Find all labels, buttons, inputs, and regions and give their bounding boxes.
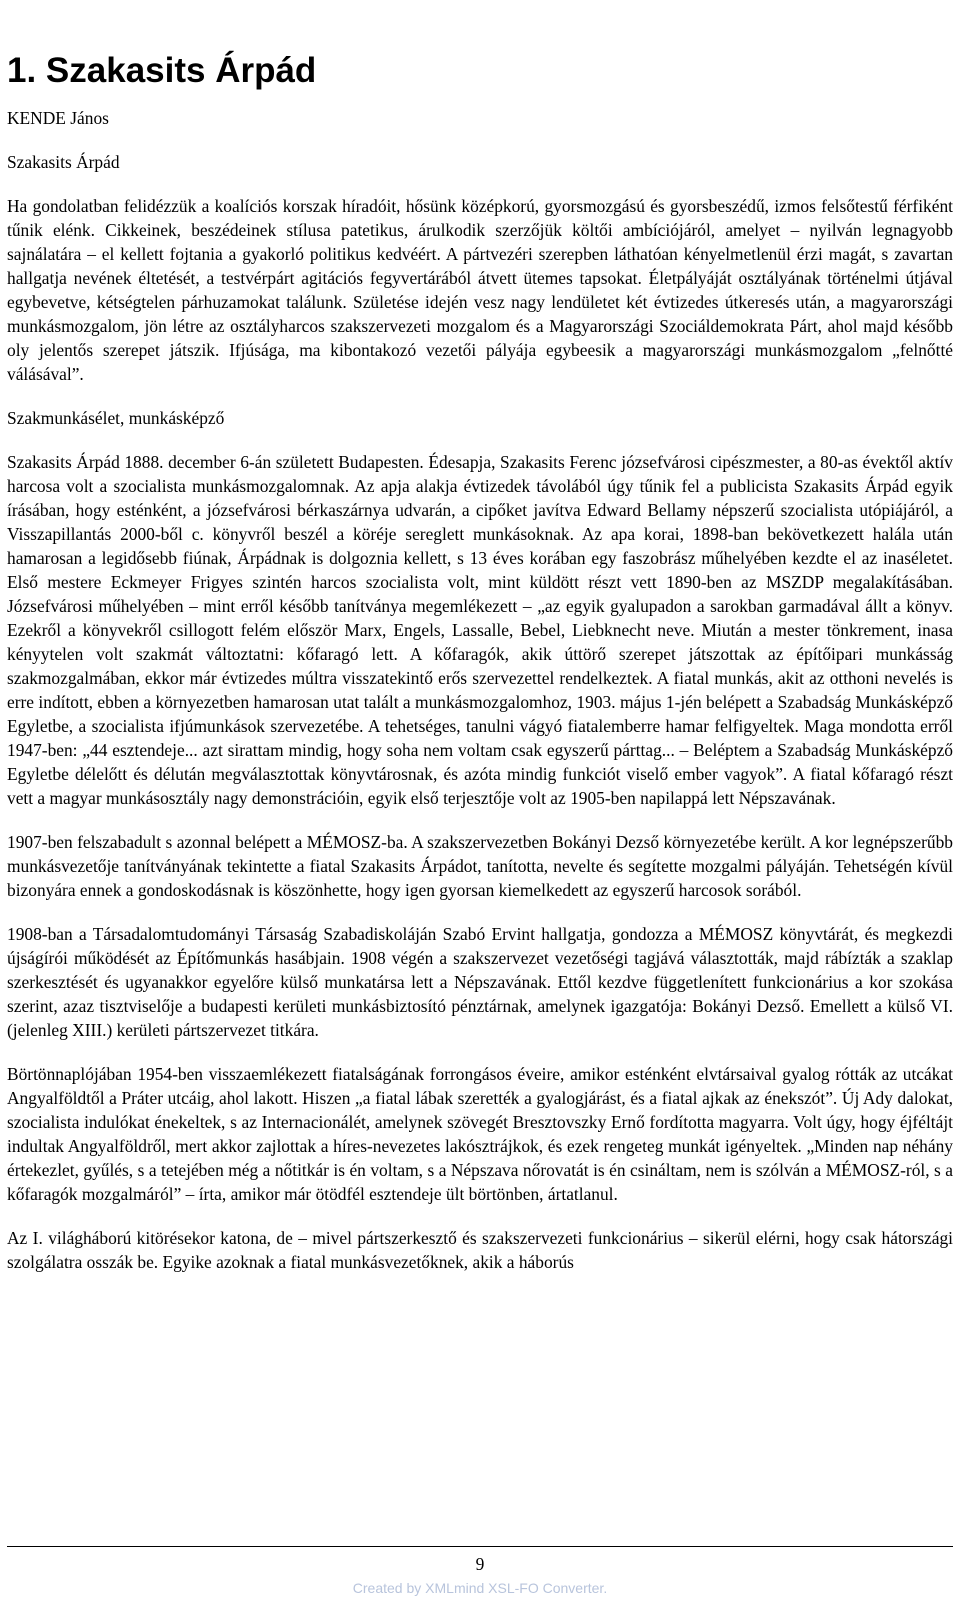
paragraph-4: 1908-ban a Társadalomtudományi Társaság Szabadiskoláján Szabó Ervint hallgatja, gondozza a MÉMOSZ könyvtárát, és megkezdi újságírói működését az Építőmunkás hasábjain. 1908 végén a szakszervezet vezetőségi tagjává választották, majd rábízták a szaklap szerkesztését és ugyanakkor egyelőre külső munkatársa lett a Népszavának. Ettől kezdve függetlenített funkcionárius a kor szokása szerint, azaz tisztviselője a budapesti kerületi munkásbiztosító pénztárnak, amelynek igazgatója: Bokányi Dezső. Emellett a külső VI. (jelenleg XIII.) kerületi pártszervezet titkára. — [7, 924, 953, 1040]
paragraph-2: Szakasits Árpád 1888. december 6-án született Budapesten. Édesapja, Szakasits Ferenc józsefvárosi cipészmester, a 80-as évektől aktív harcosa volt a szocialista munkásmozgalomnak. Az apja alakja évtizedek távolából úgy tűnik fel a publicista Szakasits Árpád egyik írásában, hogy esténként, a józsefvárosi bérkaszárnya udvarán, a cipőket javítva Edward Bellamy népszerű szocialista utópiájáról, a Visszapillantás 2000-ből c. könyvről beszél a köréje sereglett munkásoknak. Az apa korai, 1898-ban bekövetkezett halála után hamarosan a legidősebb fiúnak, Árpádnak is dolgoznia kellett, s 13 éves korában egy faszobrász műhelyében kezdte el az inaséletet. Első mestere Eckmeyer Frigyes szintén harcos szocialista volt, mint küldött részt vett 1890-ben az MSZDP megalakításában. Józsefvárosi műhelyében – mint erről később tanítványa megemlékezett – „az egyik gyalupadon a sarokban garmadával állt a könyv. Ezekről a könyvekről csillogott felém először Marx, Engels, Lassalle, Bebel, Liebknecht neve. Miután a mester tönkrement, inasa kényytelen volt szakmát változtatni: kőfaragó lett. A kőfaragók, akik úttörő szerepet játszottak az építőipari munkásság szakmozgalmában, ekkor már évtizedes múltra visszatekintő erős szervezettel rendelkeztek. A fiatal munkás, akit az otthoni nevelés is erre indított, ebben a környezetben hamarosan utat talált a munkásmozgalomhoz, 1903. május 1-jén belépett a Szabadság Munkásképző Egyletbe, a szocialista ifjúmunkások szervezetébe. A tehetséges, tanulni vágyó fiatalemberre hamar felfigyeltek. Maga mondotta erről 1947-ben: „44 esztendeje... azt sirattam mindig, hogy soha nem voltam csak egyszerű párttag... – Beléptem a Szabadság Munkásképző Egyletbe délelőtt és délután megválasztottak könyvtárosnak, és azóta mindig funkciót viselő ember vagyok”. A fiatal kőfaragó részt vett a magyar munkásosztály nagy demonstrációin, egyik első terjesztője volt az 1905-ben napilappá lett Népszavának. — [7, 452, 953, 808]
paragraph-3: 1907-ben felszabadult s azonnal belépett a MÉMOSZ-ba. A szakszervezetben Bokányi Dezső környezetébe került. A kor legnépszerűbb munkásvezetője tanítványának tekintette a fiatal Szakasits Árpádot, tanította, nevelte és segítette mozgalmi pályáján. Tehetségén kívül bizonyára ennek a gondoskodásnak is köszönhette, hogy igen gyorsan kiemelkedett az egyszerű harcosok sorából. — [7, 832, 953, 900]
paragraph-1: Ha gondolatban felidézzük a koalíciós korszak híradóit, hősünk középkorú, gyorsmozgású és gyorsbeszédű, izmos felsőtestű férfiként tűnik elénk. Cikkeinek, beszédeinek stílusa patetikus, árulkodik szerzőjük költői ambíciójáról, amelyet – nyilván legnagyobb sajnálatára – el kellett fojtania a gyakorló politikus kedvéért. A pártvezéri szerepben láthatóan kényelmetlenül érzi magát, s zavartan hallgatja nevének éltetését, a testvérpárt agitációs fegyvertárából átvett ütemes tapsokat. Életpályáját osztályának történelmi útjával egybevetve, kétségtelen párhuzamokat találunk. Születése idején vesz nagy lendületet két évtizedes útkeresés után, a magyarországi munkásmozgalom, jön létre az osztályharcos szakszervezeti mozgalom és a Magyarországi Szociáldemokrata Párt, ahol majd később oly jelentős szerepet játszik. Ifjúsága, ma kibontakozó vezetői pályája egybeesik a magyarországi munkásmozgalom „felnőtté válásával”. — [7, 196, 953, 384]
paragraph-6: Az I. világháború kitörésekor katona, de – mivel pártszerkesztő és szakszervezeti funkcionárius – sikerül elérni, hogy csak hátországi szolgálatra osszák be. Egyike azoknak a fiatal munkásvezetőknek, akik a háborús — [7, 1228, 953, 1272]
page-title: 1. Szakasits Árpád — [7, 51, 317, 90]
author-name: KENDE János — [7, 108, 109, 128]
footer-divider — [7, 1546, 953, 1547]
page-number: 9 — [475, 1554, 485, 1574]
generator-watermark: Created by XMLmind XSL-FO Converter. — [352, 1580, 608, 1596]
document-page — [7, 0, 953, 1274]
article-subtitle: Szakasits Árpád — [7, 152, 120, 172]
paragraph-5: Börtönnaplójában 1954-ben visszaemlékezett fiatalságának forrongásos éveire, amikor esténként elvtársaival gyalog rótták az utcákat Angyalföldtől a Práter utcáig, ahol lakott. Hiszen „a fiatal lábak szerették a gyalogjárást, és a fiatal ajkak az énekszót”. Új Ady dalokat, szocialista indulókat énekeltek, s az Internacionálét, amelynek szövegét Bresztovszky Ernő fordította magyarra. Volt úgy, hogy éjféltájt indultak Angyalföldről, mert akkor zajlottak a híres-nevezetes lakósztrájkok, és ezek rengeteg munkát igényeltek. „Minden nap néhány értekezlet, gyűlés, s a tetejében még a nőtitkár is én voltam, s a Népszava nőrovatát is én csináltam, nem is szólván a MÉMOSZ-ról, s a kőfaragók mozgalmáról” – írta, amikor már ötödfél esztendeje ült börtönben, ártatlanul. — [7, 1064, 953, 1204]
section-heading: Szakmunkásélet, munkásképző — [7, 408, 225, 428]
